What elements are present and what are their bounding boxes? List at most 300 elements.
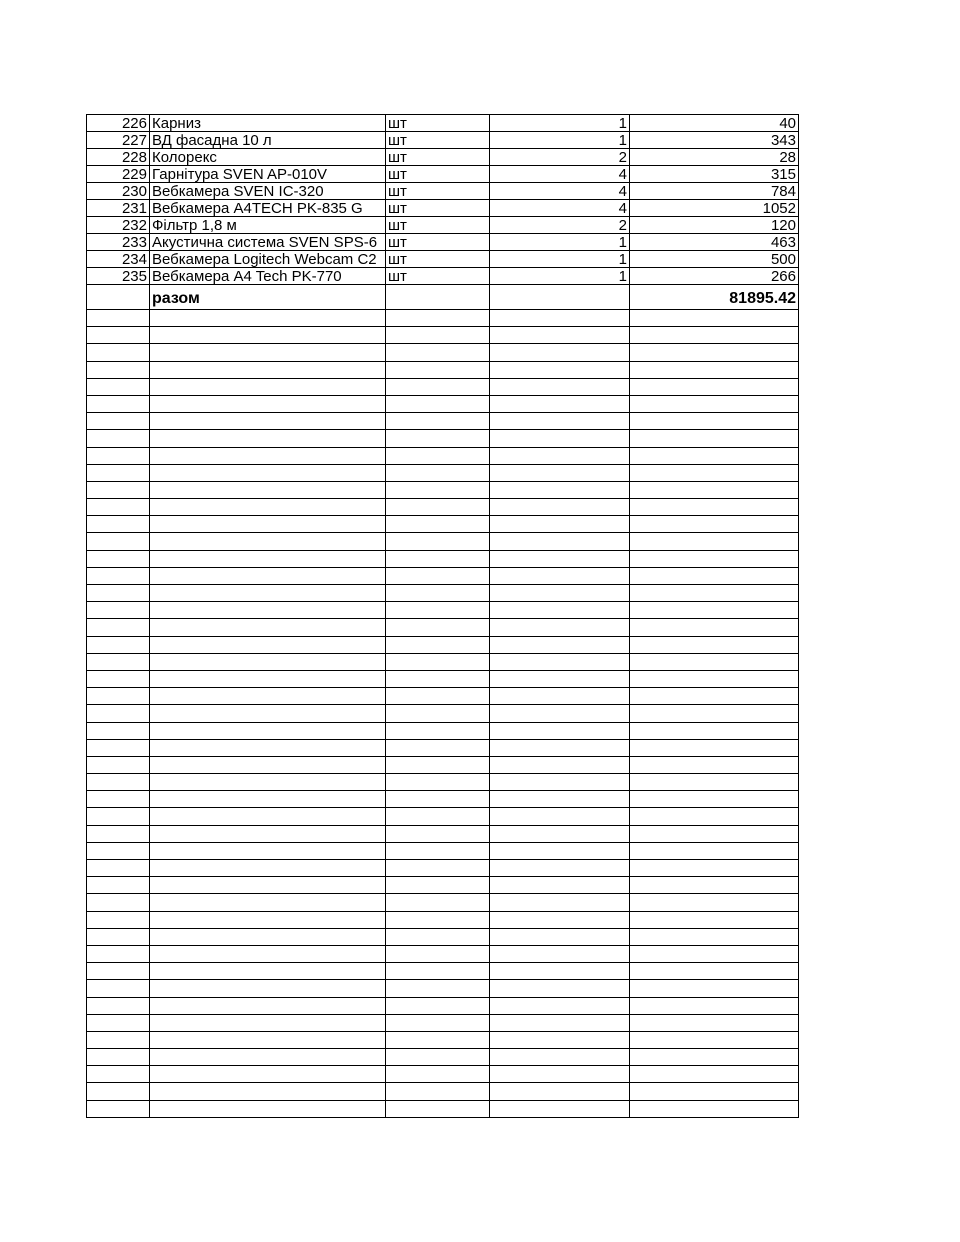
empty-cell bbox=[386, 567, 490, 584]
empty-row bbox=[87, 310, 799, 327]
empty-cell bbox=[87, 447, 150, 464]
empty-cell bbox=[386, 928, 490, 945]
empty-cell bbox=[87, 860, 150, 877]
empty-cell bbox=[386, 378, 490, 395]
empty-cell bbox=[630, 1100, 799, 1117]
empty-cell bbox=[150, 722, 386, 739]
empty-row bbox=[87, 705, 799, 722]
empty-cell bbox=[386, 516, 490, 533]
empty-cell bbox=[150, 395, 386, 412]
empty-cell bbox=[386, 688, 490, 705]
item-unit: шт bbox=[386, 217, 490, 234]
empty-cell bbox=[490, 825, 630, 842]
empty-cell bbox=[87, 327, 150, 344]
empty-cell bbox=[490, 481, 630, 498]
item-name: Вебкамера Logitech Webcam C2 bbox=[150, 251, 386, 268]
empty-cell bbox=[386, 705, 490, 722]
table-row bbox=[87, 132, 799, 149]
spreadsheet-table bbox=[86, 114, 799, 1118]
empty-cell bbox=[490, 842, 630, 859]
empty-cell bbox=[386, 877, 490, 894]
empty-cell bbox=[630, 653, 799, 670]
empty-cell bbox=[150, 1066, 386, 1083]
empty-cell bbox=[630, 1014, 799, 1031]
empty-cell bbox=[386, 327, 490, 344]
empty-cell bbox=[630, 344, 799, 361]
empty-cell bbox=[87, 533, 150, 550]
empty-cell bbox=[490, 585, 630, 602]
empty-cell bbox=[150, 825, 386, 842]
empty-cell bbox=[386, 602, 490, 619]
empty-cell bbox=[150, 378, 386, 395]
empty-cell bbox=[386, 481, 490, 498]
empty-cell bbox=[87, 1083, 150, 1100]
empty-cell bbox=[490, 550, 630, 567]
empty-cell bbox=[87, 310, 150, 327]
empty-cell bbox=[630, 567, 799, 584]
empty-cell bbox=[490, 516, 630, 533]
empty-row bbox=[87, 499, 799, 516]
empty-cell bbox=[630, 756, 799, 773]
empty-cell bbox=[630, 310, 799, 327]
item-unit: шт bbox=[386, 268, 490, 285]
empty-cell bbox=[386, 430, 490, 447]
item-quantity: 4 bbox=[490, 183, 630, 200]
empty-row bbox=[87, 550, 799, 567]
empty-cell bbox=[150, 945, 386, 962]
empty-cell bbox=[87, 585, 150, 602]
empty-cell bbox=[386, 945, 490, 962]
item-quantity: 1 bbox=[490, 234, 630, 251]
empty-cell bbox=[630, 550, 799, 567]
empty-row bbox=[87, 653, 799, 670]
empty-cell bbox=[490, 567, 630, 584]
empty-row bbox=[87, 980, 799, 997]
empty-cell bbox=[630, 602, 799, 619]
empty-cell bbox=[386, 499, 490, 516]
empty-cell bbox=[87, 722, 150, 739]
empty-row bbox=[87, 860, 799, 877]
empty-cell bbox=[150, 430, 386, 447]
empty-cell bbox=[87, 756, 150, 773]
table-row bbox=[87, 166, 799, 183]
empty-cell bbox=[630, 533, 799, 550]
empty-cell bbox=[630, 894, 799, 911]
item-name: Акустична система SVEN SPS-6 bbox=[150, 234, 386, 251]
empty-cell bbox=[630, 688, 799, 705]
empty-cell bbox=[150, 499, 386, 516]
empty-row bbox=[87, 1049, 799, 1066]
empty-cell bbox=[87, 653, 150, 670]
empty-cell bbox=[87, 636, 150, 653]
empty-cell bbox=[87, 705, 150, 722]
empty-cell bbox=[490, 447, 630, 464]
empty-row bbox=[87, 842, 799, 859]
item-name: Колорекс bbox=[150, 149, 386, 166]
empty-row bbox=[87, 464, 799, 481]
empty-cell bbox=[490, 1014, 630, 1031]
item-price: 343 bbox=[630, 132, 799, 149]
empty-cell bbox=[386, 911, 490, 928]
empty-cell bbox=[490, 1066, 630, 1083]
empty-cell bbox=[630, 481, 799, 498]
empty-row bbox=[87, 808, 799, 825]
empty-cell bbox=[386, 722, 490, 739]
empty-cell bbox=[150, 464, 386, 481]
empty-cell bbox=[150, 670, 386, 687]
empty-cell bbox=[87, 808, 150, 825]
empty-cell bbox=[150, 481, 386, 498]
empty-cell bbox=[87, 481, 150, 498]
row-number: 234 bbox=[87, 251, 150, 268]
empty-cell bbox=[630, 1066, 799, 1083]
row-number: 227 bbox=[87, 132, 150, 149]
empty-cell bbox=[150, 860, 386, 877]
empty-row bbox=[87, 567, 799, 584]
empty-cell bbox=[490, 344, 630, 361]
empty-row bbox=[87, 619, 799, 636]
empty-row bbox=[87, 928, 799, 945]
empty-cell bbox=[150, 1083, 386, 1100]
empty-cell bbox=[630, 327, 799, 344]
total-label: разом bbox=[150, 285, 386, 310]
total-row bbox=[87, 285, 799, 310]
item-quantity: 1 bbox=[490, 268, 630, 285]
empty-cell bbox=[87, 842, 150, 859]
empty-cell bbox=[630, 636, 799, 653]
empty-cell bbox=[490, 705, 630, 722]
empty-row bbox=[87, 722, 799, 739]
empty-cell bbox=[150, 997, 386, 1014]
empty-cell bbox=[630, 670, 799, 687]
empty-cell bbox=[87, 1066, 150, 1083]
empty-cell bbox=[386, 842, 490, 859]
empty-cell bbox=[490, 636, 630, 653]
empty-cell bbox=[490, 739, 630, 756]
empty-cell bbox=[87, 1014, 150, 1031]
item-price: 315 bbox=[630, 166, 799, 183]
empty-cell bbox=[386, 1100, 490, 1117]
item-unit: шт bbox=[386, 132, 490, 149]
empty-cell bbox=[87, 619, 150, 636]
empty-cell bbox=[630, 980, 799, 997]
empty-cell bbox=[490, 928, 630, 945]
empty-cell bbox=[630, 378, 799, 395]
item-unit: шт bbox=[386, 115, 490, 132]
empty-cell bbox=[386, 1031, 490, 1048]
empty-cell bbox=[386, 739, 490, 756]
empty-cell bbox=[150, 688, 386, 705]
empty-cell bbox=[490, 980, 630, 997]
empty-cell bbox=[630, 928, 799, 945]
empty-cell bbox=[150, 774, 386, 791]
empty-cell bbox=[386, 980, 490, 997]
empty-cell bbox=[386, 808, 490, 825]
empty-row bbox=[87, 670, 799, 687]
item-unit: шт bbox=[386, 200, 490, 217]
empty-cell bbox=[150, 791, 386, 808]
empty-cell bbox=[490, 877, 630, 894]
empty-cell bbox=[630, 464, 799, 481]
empty-cell bbox=[386, 894, 490, 911]
item-quantity: 2 bbox=[490, 149, 630, 166]
row-number: 230 bbox=[87, 183, 150, 200]
empty-cell bbox=[490, 963, 630, 980]
empty-cell bbox=[87, 1049, 150, 1066]
empty-cell bbox=[386, 860, 490, 877]
table-row bbox=[87, 268, 799, 285]
empty-cell bbox=[150, 1014, 386, 1031]
row-number: 226 bbox=[87, 115, 150, 132]
empty-cell bbox=[630, 413, 799, 430]
empty-cell bbox=[87, 894, 150, 911]
empty-cell bbox=[490, 602, 630, 619]
table-row bbox=[87, 200, 799, 217]
empty-cell bbox=[150, 928, 386, 945]
empty-cell bbox=[386, 825, 490, 842]
empty-cell bbox=[386, 756, 490, 773]
empty-cell bbox=[150, 533, 386, 550]
empty-cell bbox=[87, 911, 150, 928]
empty-cell bbox=[386, 464, 490, 481]
empty-cell bbox=[87, 997, 150, 1014]
empty-row bbox=[87, 636, 799, 653]
empty-row bbox=[87, 395, 799, 412]
empty-cell bbox=[150, 550, 386, 567]
item-price: 1052 bbox=[630, 200, 799, 217]
empty-cell bbox=[630, 739, 799, 756]
empty-cell bbox=[87, 877, 150, 894]
empty-cell bbox=[87, 413, 150, 430]
empty-cell bbox=[386, 1066, 490, 1083]
empty-row bbox=[87, 327, 799, 344]
empty-cell bbox=[87, 378, 150, 395]
empty-row bbox=[87, 585, 799, 602]
empty-cell bbox=[87, 1031, 150, 1048]
total-row-number bbox=[87, 285, 150, 310]
empty-cell bbox=[490, 1100, 630, 1117]
empty-cell bbox=[150, 894, 386, 911]
empty-row bbox=[87, 516, 799, 533]
empty-cell bbox=[630, 619, 799, 636]
empty-row bbox=[87, 877, 799, 894]
item-quantity: 1 bbox=[490, 115, 630, 132]
empty-cell bbox=[630, 447, 799, 464]
total-unit bbox=[386, 285, 490, 310]
empty-cell bbox=[87, 567, 150, 584]
empty-cell bbox=[150, 877, 386, 894]
item-price: 40 bbox=[630, 115, 799, 132]
empty-cell bbox=[150, 447, 386, 464]
item-name: Вебкамера A4 Tech PK-770 bbox=[150, 268, 386, 285]
empty-row bbox=[87, 894, 799, 911]
empty-cell bbox=[386, 670, 490, 687]
empty-cell bbox=[150, 327, 386, 344]
empty-row bbox=[87, 447, 799, 464]
empty-row bbox=[87, 344, 799, 361]
empty-row bbox=[87, 739, 799, 756]
empty-cell bbox=[490, 945, 630, 962]
empty-row bbox=[87, 1031, 799, 1048]
empty-cell bbox=[630, 1031, 799, 1048]
empty-row bbox=[87, 533, 799, 550]
table-row bbox=[87, 115, 799, 132]
empty-cell bbox=[630, 361, 799, 378]
empty-cell bbox=[87, 361, 150, 378]
empty-cell bbox=[87, 516, 150, 533]
empty-cell bbox=[150, 1100, 386, 1117]
empty-cell bbox=[87, 464, 150, 481]
item-name: ВД фасадна 10 л bbox=[150, 132, 386, 149]
empty-cell bbox=[87, 602, 150, 619]
table-row bbox=[87, 183, 799, 200]
empty-cell bbox=[150, 310, 386, 327]
empty-cell bbox=[87, 688, 150, 705]
item-price: 500 bbox=[630, 251, 799, 268]
row-number: 228 bbox=[87, 149, 150, 166]
empty-cell bbox=[150, 963, 386, 980]
empty-cell bbox=[630, 516, 799, 533]
empty-row bbox=[87, 378, 799, 395]
empty-cell bbox=[150, 567, 386, 584]
row-number: 231 bbox=[87, 200, 150, 217]
table-row bbox=[87, 234, 799, 251]
empty-cell bbox=[150, 653, 386, 670]
empty-cell bbox=[87, 774, 150, 791]
empty-cell bbox=[490, 430, 630, 447]
empty-cell bbox=[386, 550, 490, 567]
empty-cell bbox=[87, 791, 150, 808]
item-name: Вебкамера SVEN IC-320 bbox=[150, 183, 386, 200]
empty-cell bbox=[490, 756, 630, 773]
empty-cell bbox=[630, 585, 799, 602]
item-unit: шт bbox=[386, 251, 490, 268]
table-row bbox=[87, 149, 799, 166]
empty-row bbox=[87, 1066, 799, 1083]
empty-cell bbox=[490, 688, 630, 705]
empty-cell bbox=[630, 945, 799, 962]
empty-cell bbox=[87, 980, 150, 997]
empty-row bbox=[87, 963, 799, 980]
row-number: 229 bbox=[87, 166, 150, 183]
empty-cell bbox=[386, 619, 490, 636]
row-number: 232 bbox=[87, 217, 150, 234]
empty-cell bbox=[630, 722, 799, 739]
empty-cell bbox=[386, 310, 490, 327]
empty-cell bbox=[386, 585, 490, 602]
empty-cell bbox=[490, 395, 630, 412]
empty-cell bbox=[386, 774, 490, 791]
item-price: 463 bbox=[630, 234, 799, 251]
empty-cell bbox=[490, 464, 630, 481]
item-unit: шт bbox=[386, 183, 490, 200]
table-row bbox=[87, 217, 799, 234]
empty-cell bbox=[490, 653, 630, 670]
empty-cell bbox=[386, 1049, 490, 1066]
empty-cell bbox=[490, 808, 630, 825]
empty-row bbox=[87, 825, 799, 842]
empty-cell bbox=[386, 413, 490, 430]
empty-cell bbox=[490, 1083, 630, 1100]
empty-cell bbox=[386, 395, 490, 412]
empty-cell bbox=[87, 928, 150, 945]
empty-row bbox=[87, 361, 799, 378]
empty-cell bbox=[490, 894, 630, 911]
empty-row bbox=[87, 430, 799, 447]
empty-row bbox=[87, 1083, 799, 1100]
empty-cell bbox=[490, 860, 630, 877]
empty-cell bbox=[490, 327, 630, 344]
empty-cell bbox=[150, 980, 386, 997]
item-name: Гарнітура SVEN AP-010V bbox=[150, 166, 386, 183]
empty-cell bbox=[87, 395, 150, 412]
empty-cell bbox=[87, 963, 150, 980]
empty-cell bbox=[386, 963, 490, 980]
empty-cell bbox=[630, 705, 799, 722]
empty-cell bbox=[150, 1031, 386, 1048]
empty-cell bbox=[630, 825, 799, 842]
empty-cell bbox=[150, 602, 386, 619]
empty-cell bbox=[87, 344, 150, 361]
empty-cell bbox=[386, 636, 490, 653]
empty-cell bbox=[87, 670, 150, 687]
empty-row bbox=[87, 602, 799, 619]
item-quantity: 1 bbox=[490, 132, 630, 149]
empty-cell bbox=[150, 705, 386, 722]
empty-cell bbox=[630, 499, 799, 516]
empty-cell bbox=[87, 499, 150, 516]
empty-cell bbox=[150, 516, 386, 533]
item-unit: шт bbox=[386, 166, 490, 183]
item-quantity: 4 bbox=[490, 166, 630, 183]
item-name: Вебкамера A4TECH PK-835 G bbox=[150, 200, 386, 217]
empty-cell bbox=[87, 1100, 150, 1117]
empty-cell bbox=[630, 808, 799, 825]
empty-cell bbox=[630, 911, 799, 928]
empty-row bbox=[87, 774, 799, 791]
item-price: 266 bbox=[630, 268, 799, 285]
empty-cell bbox=[630, 963, 799, 980]
item-name: Карниз bbox=[150, 115, 386, 132]
empty-cell bbox=[150, 585, 386, 602]
empty-cell bbox=[490, 619, 630, 636]
empty-row bbox=[87, 1100, 799, 1117]
item-price: 120 bbox=[630, 217, 799, 234]
empty-row bbox=[87, 481, 799, 498]
empty-cell bbox=[630, 877, 799, 894]
empty-cell bbox=[490, 722, 630, 739]
item-quantity: 4 bbox=[490, 200, 630, 217]
empty-cell bbox=[150, 361, 386, 378]
empty-cell bbox=[490, 378, 630, 395]
empty-cell bbox=[630, 774, 799, 791]
empty-row bbox=[87, 997, 799, 1014]
empty-cell bbox=[386, 361, 490, 378]
empty-cell bbox=[150, 413, 386, 430]
empty-cell bbox=[386, 653, 490, 670]
item-price: 784 bbox=[630, 183, 799, 200]
empty-cell bbox=[490, 533, 630, 550]
empty-cell bbox=[490, 361, 630, 378]
table-row bbox=[87, 251, 799, 268]
total-value: 81895.42 bbox=[630, 285, 799, 310]
empty-cell bbox=[150, 808, 386, 825]
empty-row bbox=[87, 756, 799, 773]
empty-cell bbox=[87, 739, 150, 756]
empty-cell bbox=[87, 825, 150, 842]
empty-cell bbox=[386, 447, 490, 464]
item-price: 28 bbox=[630, 149, 799, 166]
